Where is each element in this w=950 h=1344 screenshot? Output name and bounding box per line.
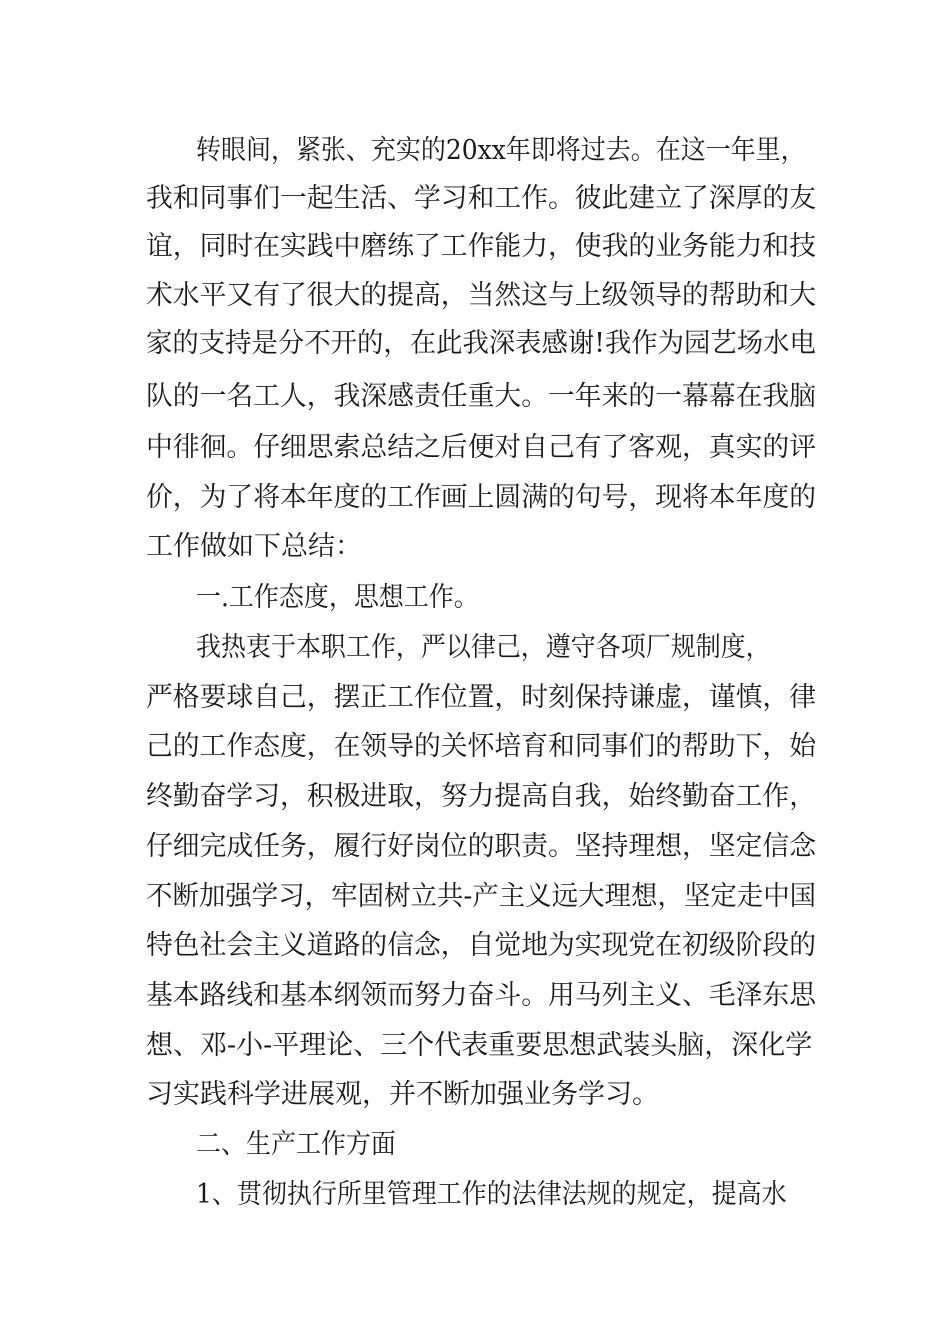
paragraph-line: 术水平又有了很大的提高，当然这与上级领导的帮助和大 [146,280,816,311]
paragraph-line: 价，为了将本年度的工作画上圆满的句号，现将本年度的 [146,482,816,513]
section-heading: 一.工作态度，思想工作。 [196,582,479,613]
paragraph-line: 基本路线和基本纲领而努力奋斗。用马列主义、毛泽东思 [146,980,816,1011]
paragraph-line: 转眼间，紧张、充实的20xx年即将过去。在这一年里， [196,135,806,166]
paragraph-line: 中徘徊。仔细思索总结之后便对自己有了客观，真实的评 [146,432,816,463]
paragraph-line: 工作做如下总结： [146,531,362,562]
paragraph-line: 队的一名工人，我深感责任重大。一年来的一幕幕在我脑 [146,381,816,412]
paragraph-line: 我热衷于本职工作，严以律己，遵守各项厂规制度， [196,632,771,663]
paragraph-line: 严格要球自己，摆正工作位置，时刻保持谦虚，谨慎，律 [146,682,816,713]
paragraph-line: 不断加强学习，牢固树立共-产主义远大理想，坚定走中国 [146,881,817,912]
paragraph-line: 习实践科学进展观，并不断加强业务学习。 [146,1079,659,1110]
paragraph-line: 己的工作态度，在领导的关怀培育和同事们的帮助下，始 [146,731,816,762]
paragraph-line: 1、贯彻执行所里管理工作的法律法规的规定，提高水 [196,1179,787,1210]
paragraph-line: 仔细完成任务，履行好岗位的职责。坚持理想，坚定信念 [146,831,816,862]
paragraph-line: 想、邓-小-平理论、三个代表重要思想武装头脑，深化学 [146,1030,813,1061]
paragraph-line: 家的支持是分不开的，在此我深表感谢!我作为园艺场水电 [146,328,816,359]
paragraph-line: 特色社会主义道路的信念，自觉地为实现党在初级阶段的 [146,930,816,961]
paragraph-line: 谊，同时在实践中磨练了工作能力，使我的业务能力和技 [146,231,816,262]
section-heading: 二、生产工作方面 [196,1129,396,1160]
paragraph-line: 终勤奋学习，积极进取，努力提高自我，始终勤奋工作， [146,781,816,812]
paragraph-line: 我和同事们一起生活、学习和工作。彼此建立了深厚的友 [146,183,816,214]
